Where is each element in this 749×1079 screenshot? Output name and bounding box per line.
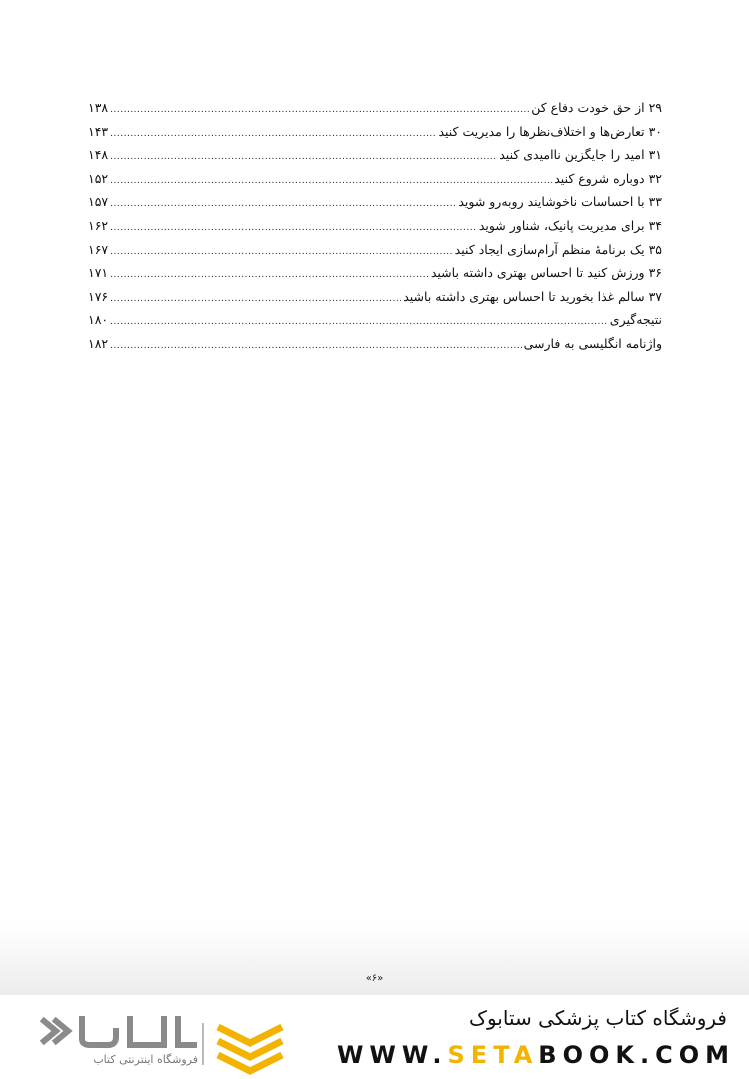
toc-entry-title: ۳۷ سالم غذا بخورید تا احساس بهتری داشته باشید: [403, 288, 662, 304]
toc-entry[interactable]: [88, 336, 662, 360]
toc-entry-page: ۱۶۲: [88, 217, 109, 233]
toc-entry-title: ۳۶ ورزش کنید تا احساس بهتری داشته باشید: [430, 265, 662, 281]
toc-entry-page: ۱۷۶: [88, 288, 109, 304]
toc-entry-title: ۳۵ یک برنامهٔ منظم آرام‌سازی ایجاد کنید: [454, 241, 662, 257]
toc-entry[interactable]: [88, 312, 662, 336]
logo-tagline: فروشگاه اینترنتی کتاب: [93, 1053, 198, 1066]
toc-dot-leader: [110, 152, 497, 162]
toc-entry-page: ۱۷۱: [88, 265, 109, 281]
footer-banner: [0, 995, 749, 1079]
url-prefix: WWW.: [336, 1041, 448, 1069]
url-suffix: BOOK.COM: [538, 1041, 735, 1069]
page-number: «۶»: [365, 973, 384, 984]
toc-entry-title: ۳۳ با احساسات ناخوشایند روبه‌رو شوید: [458, 194, 662, 210]
toc-entry[interactable]: [88, 147, 662, 171]
toc-entry-page: ۱۸۲: [88, 335, 109, 351]
toc-dot-leader: [110, 129, 436, 139]
toc-dot-leader: [110, 247, 453, 257]
store-url[interactable]: [337, 1041, 735, 1069]
toc-entry-title: ۳۱ امید را جایگزین ناامیدی کنید: [499, 147, 662, 163]
book-stack-logo-icon: [214, 1017, 286, 1075]
toc-entry-title: ۳۲ دوباره شروع کنید: [554, 170, 662, 186]
toc-entry-title: واژنامه انگلیسی به فارسی: [523, 335, 662, 351]
toc-entry[interactable]: [88, 124, 662, 148]
toc-dot-leader: [110, 223, 477, 233]
toc-dot-leader: [110, 270, 429, 280]
logo-divider: [202, 1023, 204, 1065]
toc-dot-leader: [110, 176, 552, 186]
toc-entry[interactable]: [88, 242, 662, 266]
toc-entry-page: ۱۴۳: [88, 123, 109, 139]
toc-entry-title: ۳۰ تعارض‌ها و اختلاف‌نظرها را مدیریت کنید: [438, 123, 662, 139]
toc-entry[interactable]: [88, 265, 662, 289]
toc-dot-leader: [110, 294, 401, 304]
toc-entry-page: ۱۳۸: [88, 100, 109, 115]
toc-dot-leader: [110, 105, 529, 115]
toc-entry-title: نتیجه‌گیری: [609, 312, 662, 328]
toc-entry-page: ۱۴۸: [88, 147, 109, 163]
table-of-contents: [88, 100, 662, 360]
toc-entry-page: ۱۶۷: [88, 241, 109, 257]
toc-entry[interactable]: [88, 194, 662, 218]
store-name: فروشگاه کتاب پزشکی ستابوک: [469, 1006, 727, 1030]
toc-dot-leader: [110, 199, 456, 209]
toc-entry[interactable]: [88, 100, 662, 124]
toc-entry[interactable]: [88, 171, 662, 195]
url-accent: SETA: [447, 1041, 539, 1069]
toc-entry-title: ۳۴ برای مدیریت پانیک، شناور شوید: [478, 217, 662, 233]
toc-entry[interactable]: [88, 289, 662, 313]
seta-wordmark-logo: [38, 1013, 198, 1049]
toc-entry-page: ۱۸۰: [88, 312, 109, 328]
toc-entry[interactable]: [88, 218, 662, 242]
toc-dot-leader: [110, 341, 521, 351]
toc-entry-page: ۱۵۷: [88, 194, 109, 210]
toc-entry-page: ۱۵۲: [88, 170, 109, 186]
toc-entry-title: ۲۹ از حق خودت دفاع کن: [531, 100, 662, 115]
toc-dot-leader: [110, 317, 608, 327]
